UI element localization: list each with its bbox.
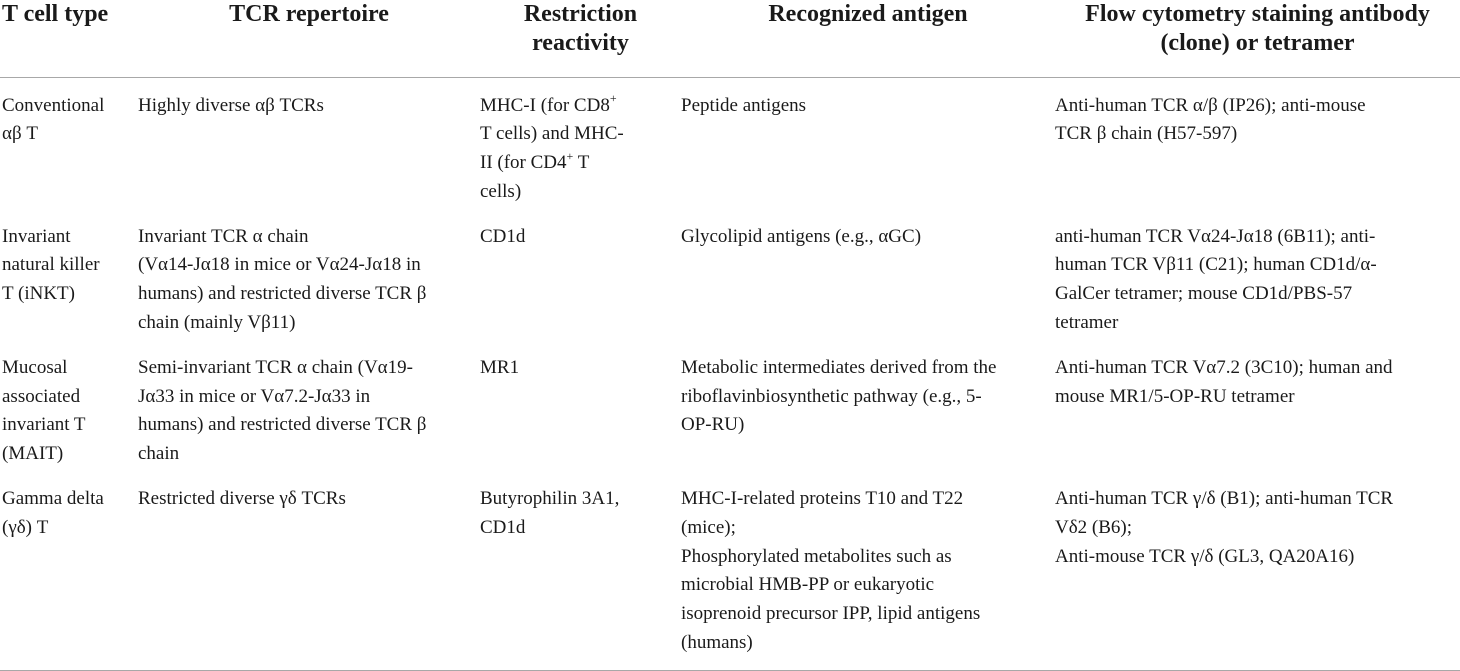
cell-line: chain (mainly Vβ11) — [138, 312, 296, 334]
table-row — [0, 77, 1460, 209]
cell-line: Peptide antigens — [681, 94, 807, 116]
cell-line: Gamma delta — [2, 488, 104, 510]
cell-restriction — [480, 77, 681, 209]
cell-t-cell-type — [0, 340, 138, 471]
cell-line — [480, 120, 673, 149]
table-row — [0, 471, 1460, 670]
cell-line: humans) and restricted diverse TCR β — [138, 414, 427, 436]
cell-line — [480, 223, 673, 252]
cell-line: invariant T — [2, 414, 86, 436]
header-t-cell-type — [0, 0, 138, 77]
cell-antigen — [681, 77, 1055, 209]
cell-line: Anti-human TCR Vα7.2 (3C10); human and — [1055, 356, 1393, 378]
cell-line: associated — [2, 385, 81, 407]
cell-line — [480, 178, 673, 207]
cell-antigen — [681, 209, 1055, 340]
cell-line: microbial HMB-PP or eukaryotic — [681, 574, 935, 596]
cell-restriction — [480, 209, 681, 340]
cell-line: tetramer — [1055, 312, 1119, 334]
superscript: + — [566, 148, 574, 163]
cell-line: T (iNKT) — [2, 283, 75, 305]
cell-line: αβ T — [2, 123, 38, 145]
cell-text: MHC-I (for CD8 — [480, 94, 610, 116]
cell-line: TCR β chain (H57-597) — [1055, 123, 1238, 145]
cell-line: Anti-human TCR γ/δ (B1); anti-human TCR — [1055, 488, 1394, 510]
cell-text: T cells) and MHC- — [480, 123, 624, 145]
header-text: TCR repertoire — [229, 1, 389, 27]
cell-line: riboflavinbiosynthetic pathway (e.g., 5- — [681, 385, 982, 407]
cell-line: Semi-invariant TCR α chain (Vα19- — [138, 356, 413, 378]
cell-line: Restricted diverse γδ TCRs — [138, 488, 346, 510]
cell-line: GalCer tetramer; mouse CD1d/PBS-57 — [1055, 283, 1353, 305]
header-text: T cell type — [2, 1, 109, 27]
cell-line — [480, 149, 673, 178]
cell-text: Butyrophilin 3A1, — [480, 488, 620, 510]
header-recognized-antigen — [681, 0, 1055, 77]
cell-line: (Vα14-Jα18 in mice or Vα24-Jα18 in — [138, 254, 421, 276]
cell-tcr-repertoire — [138, 340, 480, 471]
header-tcr-repertoire — [138, 0, 480, 77]
cell-line: (MAIT) — [2, 443, 64, 465]
header-restriction-reactivity — [480, 0, 681, 77]
cell-line: (mice); — [681, 516, 736, 538]
cell-staining — [1055, 340, 1460, 471]
header-text: reactivity — [532, 30, 629, 56]
cell-restriction — [480, 471, 681, 670]
cell-line — [480, 354, 673, 383]
cell-line: Mucosal — [2, 356, 68, 378]
table-row — [0, 340, 1460, 471]
cell-line: Metabolic intermediates derived from the — [681, 356, 997, 378]
superscript: + — [609, 91, 617, 106]
cell-antigen — [681, 471, 1055, 670]
header-text: (clone) or tetramer — [1160, 30, 1355, 56]
cell-line: Anti-mouse TCR γ/δ (GL3, QA20A16) — [1055, 545, 1355, 567]
cell-line — [480, 485, 673, 514]
cell-line: MHC-I-related proteins T10 and T22 — [681, 488, 964, 510]
cell-line: natural killer — [2, 254, 100, 276]
cell-line: (γδ) T — [2, 516, 49, 538]
cell-line: Highly diverse αβ TCRs — [138, 94, 324, 116]
cell-line: Glycolipid antigens (e.g., αGC) — [681, 225, 922, 247]
cell-staining — [1055, 77, 1460, 209]
cell-line: human TCR Vβ11 (C21); human CD1d/α- — [1055, 254, 1377, 276]
cell-line — [480, 514, 673, 543]
header-text: Restriction — [523, 1, 638, 27]
cell-text: MR1 — [480, 356, 520, 378]
cell-line: mouse MR1/5-OP-RU tetramer — [1055, 385, 1295, 407]
cell-line: Jα33 in mice or Vα7.2-Jα33 in — [138, 385, 371, 407]
table-row — [0, 209, 1460, 340]
cell-line: isoprenoid precursor IPP, lipid antigens — [681, 603, 981, 625]
cell-text: CD1d — [480, 516, 526, 538]
cell-text: CD1d — [480, 225, 526, 247]
cell-line: OP-RU) — [681, 414, 745, 436]
cell-line: Invariant — [2, 225, 71, 247]
cell-line: anti-human TCR Vα24-Jα18 (6B11); anti- — [1055, 225, 1376, 247]
cell-staining — [1055, 209, 1460, 340]
cell-line: chain — [138, 443, 180, 465]
cell-text: cells) — [480, 180, 522, 202]
header-row — [0, 0, 1460, 77]
cell-line: Invariant TCR α chain — [138, 225, 309, 247]
cell-text: T — [573, 152, 590, 174]
cell-t-cell-type — [0, 77, 138, 209]
cell-t-cell-type — [0, 209, 138, 340]
cell-tcr-repertoire — [138, 471, 480, 670]
cell-line: Conventional — [2, 94, 105, 116]
cell-t-cell-type — [0, 471, 138, 670]
header-text: Flow cytometry staining antibody — [1085, 1, 1430, 27]
cell-line: Phosphorylated metabolites such as — [681, 545, 952, 567]
header-text: Recognized antigen — [768, 1, 968, 27]
cell-line: (humans) — [681, 632, 753, 654]
cell-restriction — [480, 340, 681, 471]
cell-antigen — [681, 340, 1055, 471]
cell-line: Anti-human TCR α/β (IP26); anti-mouse — [1055, 94, 1366, 116]
header-flow-cytometry — [1055, 0, 1460, 77]
cell-text: II (for CD4 — [480, 152, 567, 174]
cell-line: humans) and restricted diverse TCR β — [138, 283, 427, 305]
cell-staining — [1055, 471, 1460, 670]
cell-line: Vδ2 (B6); — [1055, 516, 1133, 538]
cell-line — [480, 92, 673, 121]
cell-tcr-repertoire — [138, 77, 480, 209]
cell-tcr-repertoire — [138, 209, 480, 340]
